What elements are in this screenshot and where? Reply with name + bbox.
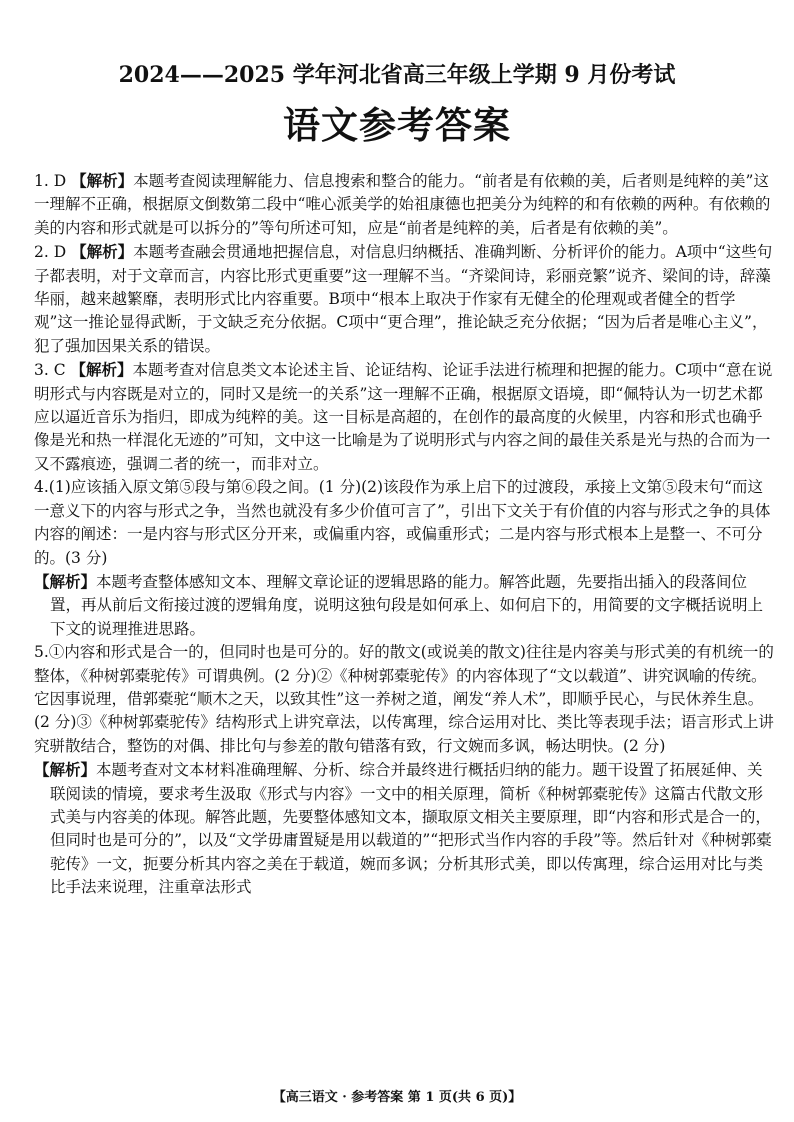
item-text: ①内容和形式是合一的，但同时也是可分的。好的散文(或说美的散文)往往是内容美与形式美的有机统一的整体，《种树郭橐驼传》可谓典例。(2 分)②《种树郭橐驼传》的内容体现了“文以载道”、讲究讽喻的传统。它因事说理，借郭橐驼“顺木之天，以致其性”这一养树之道，阐发“养人术”，即顺乎民心，与民休养生息。(2 分)③《种树郭橐驼传》结构形式上讲究章法，以传寓理，综合运用对比、类比等表现手法；语言形式上讲究骈散结合，整饬的对偶、排比句与参差的散句错落有致，行文婉而多讽，畅达明快。(2 分) [34,643,774,755]
item-number: 4. [34,478,49,497]
item-number: 5. [34,643,49,662]
item-text: 本题考查整体感知文本、理解文章论证的逻辑思路的能力。解答此题，先要指出插入的段落间位置，再从前后文衔接过渡的逻辑角度，说明这独句段是如何承上、如何启下的，用简要的文字概括说明上下文的说理推进思路。 [50,572,764,638]
analysis-tag: 【解析】 [34,571,97,591]
item-text: (1)应该插入原文第⑤段与第⑥段之间。(1 分)(2)该段作为承上启下的过渡段，承接上文第⑤段末句“而这一意义下的内容与形式之争，当然也就没有多少价值可言了”，引出下文关于有价值的内容与形式之争的具体内容的阐述：一是内容与形式区分开来，或偏重内容，或偏重形式；二是内容与形式根本上是整一、不可分的。(3 分) [34,478,771,567]
analysis-tag: 【解析】 [71,242,134,262]
answer-list [34,169,774,900]
answer-item-1 [34,169,774,240]
analysis-tag: 【解析】 [34,760,97,780]
answer-item-4-analysis [34,570,774,641]
answer-item-5 [34,641,774,758]
answer-item-3 [34,358,774,476]
answer-item-5-analysis [34,758,774,899]
analysis-tag: 【解析】 [71,171,134,190]
answer-item-2 [34,240,774,358]
item-number: 2. D [34,243,67,262]
item-number: 3. C [34,361,66,380]
item-number: 1. D [34,172,67,190]
item-text: 本题考查融会贯通地把握信息，对信息归纳概括、准确判断、分析评价的能力。A项中“这些句子都表明，对于文章而言，内容比形式更重要”这一理解不当。“齐梁间诗，彩丽竞繁”说齐、梁间的诗，辞藻华丽，越来越繁靡，表明形式比内容重要。B项中“根本上取决于作家有无健全的伦理观或者健全的哲学观”这一推论显得武断，于文缺乏充分依据。C项中“更合理”，推论缺乏充分依据；“因为后者是唯心主义”，犯了强加因果关系的错误。 [34,243,773,355]
answer-item-4 [34,476,774,570]
answer-key-heading: 语文参考答案 [283,103,511,147]
exam-title: 2024——2025 学年河北省高三年级上学期 9 月份考试 [118,62,676,88]
item-text: 本题考查对信息类文本论述主旨、论证结构、论证手法进行梳理和把握的能力。C项中“意在说明形式与内容既是对立的，同时又是统一的关系”这一理解不正确，根据原文语境，即“佩特认为一切艺术都应以逼近音乐为指归，即成为纯粹的美。这一目标是高超的，在创作的最高度的火候里，内容和形式也确乎像是光和热一样混化无迹的”可知，文中这一比喻是为了说明形式与内容之间的最佳关系是光与热的合而为一又不露痕迹，强调二者的统一，而非对立。 [34,361,773,473]
analysis-tag: 【解析】 [70,360,133,380]
page-footer: 【高三语文 · 参考答案 第 1 页(共 6 页)】 [272,1090,522,1105]
item-text: 本题考查阅读理解能力、信息搜索和整合的能力。“前者是有依赖的美，后者则是纯粹的美”这一理解不正确，根据原文倒数第二段中“唯心派美学的始祖康德也把美分为纯粹的和有依赖的两种。有依赖的美的内容和形式就是可以拆分的”等句所述可知，应是“前者是纯粹的美，后者是有依赖的美”。 [34,172,771,237]
item-text: 本题考查对文本材料准确理解、分析、综合并最终进行概括归纳的能力。题干设置了拓展延伸、关联阅读的情境，要求考生汲取《形式与内容》一文中的相关原理，简析《种树郭橐驼传》这篇古代散文形式美与内容美的体现。解答此题，先要整体感知文本，撷取原文相关主要原理，即“内容和形式是合一的，但同时也是可分的”，以及“文学毋庸置疑是用以载道的”“把形式当作内容的手段”等。然后针对《种树郭橐驼传》一文，扼要分析其内容之美在于载道，婉而多讽；分析其形式美，即以传寓理，综合运用对比与类比手法来说理，注重章法形式 [50,761,772,897]
